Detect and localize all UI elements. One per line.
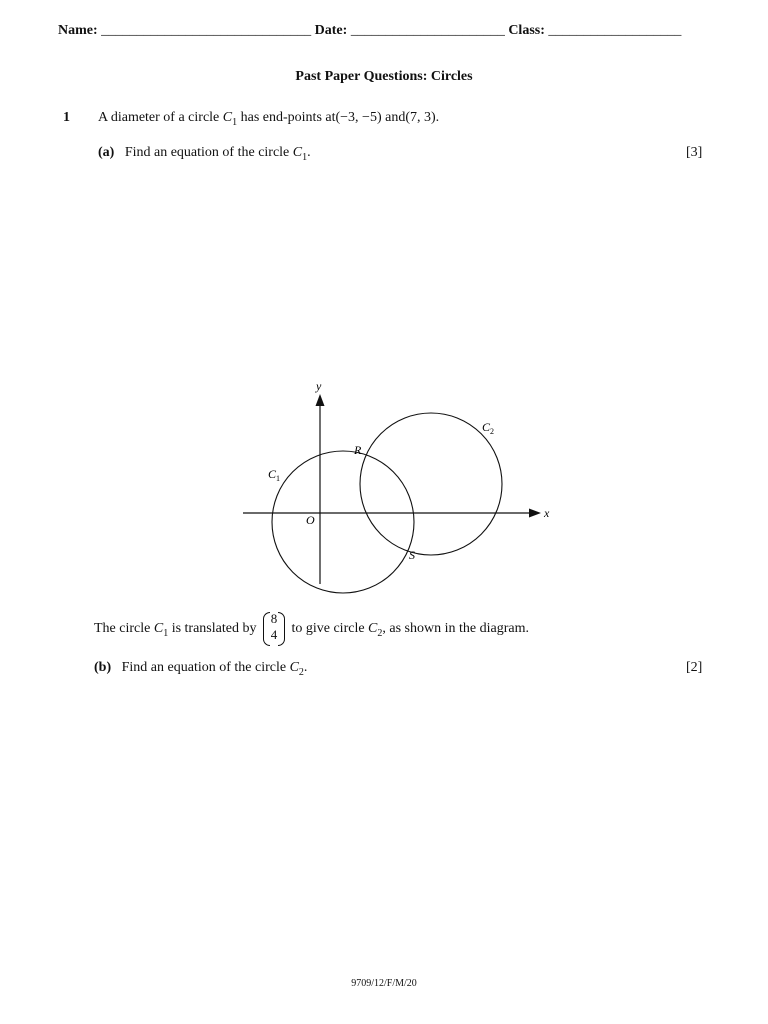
stem-text-end: has end-points at(−3, −5) and(7, 3). <box>237 110 440 125</box>
translation-statement <box>94 612 529 646</box>
stem-text-start: A diameter of a circle <box>98 110 223 125</box>
part-b-circle-subscript: 2 <box>298 667 304 678</box>
part-a-circle-subscript: 1 <box>302 152 308 163</box>
origin-label: O <box>306 513 315 527</box>
part-a-circle-symbol: C <box>292 145 303 160</box>
translation-text-start: The circle <box>94 621 154 637</box>
c1-label: $C_1$ <box>268 467 281 483</box>
c2-label: $C_2$ <box>482 420 495 436</box>
class-line: ___________________ <box>548 23 682 38</box>
vector-top: 8 <box>270 611 278 626</box>
stem-circle-symbol: C <box>222 110 233 125</box>
point-r-label: R <box>354 443 362 457</box>
name-label: Name: <box>58 23 98 38</box>
paper-code-footer: 9709/12/F/M/20 <box>351 978 417 989</box>
date-line: ______________________ <box>350 23 505 38</box>
x-axis-arrow-icon <box>529 509 541 518</box>
part-a-question <box>98 145 311 161</box>
page-title: Past Paper Questions: Circles <box>295 69 473 84</box>
student-header <box>58 23 681 39</box>
name-line: ______________________________ <box>101 23 312 38</box>
translation-c2-subscript: 2 <box>377 628 383 640</box>
part-a-marks: [3] <box>686 145 703 160</box>
part-a-text: Find an equation of the circle <box>124 145 293 160</box>
part-b-period: . <box>303 660 308 675</box>
translation-text-mid: is translated by <box>168 621 260 637</box>
question-stem <box>98 110 439 126</box>
x-axis-label: x <box>544 506 550 520</box>
part-a-label: (a) <box>98 145 115 160</box>
date-label: Date: <box>314 23 348 38</box>
vector-bottom: 4 <box>270 627 278 642</box>
circles-diagram <box>236 376 566 596</box>
part-b-marks: [2] <box>686 660 703 675</box>
translation-vector <box>263 612 285 646</box>
question-number: 1 <box>63 110 70 125</box>
part-b-circle-symbol: C <box>289 660 299 675</box>
vector-right-paren <box>278 612 285 646</box>
class-label: Class: <box>508 23 545 38</box>
translation-text-post: to give circle <box>287 621 369 637</box>
part-b-question <box>94 660 307 676</box>
translation-c1-symbol: C <box>153 621 164 637</box>
translation-c2-symbol: C <box>368 621 378 637</box>
part-a-period: . <box>307 145 311 160</box>
part-b-label: (b) <box>94 660 112 675</box>
stem-circle-subscript: 1 <box>232 117 238 128</box>
translation-text-end: , as shown in the diagram. <box>382 621 529 637</box>
circle-c1 <box>272 451 414 593</box>
y-axis-arrow-icon <box>316 394 325 406</box>
point-s-label: S <box>409 548 415 562</box>
translation-c1-subscript: 1 <box>163 628 169 640</box>
part-b-text: Find an equation of the circle <box>121 660 290 675</box>
circle-c2 <box>360 413 502 555</box>
y-axis-label: y <box>316 379 322 393</box>
